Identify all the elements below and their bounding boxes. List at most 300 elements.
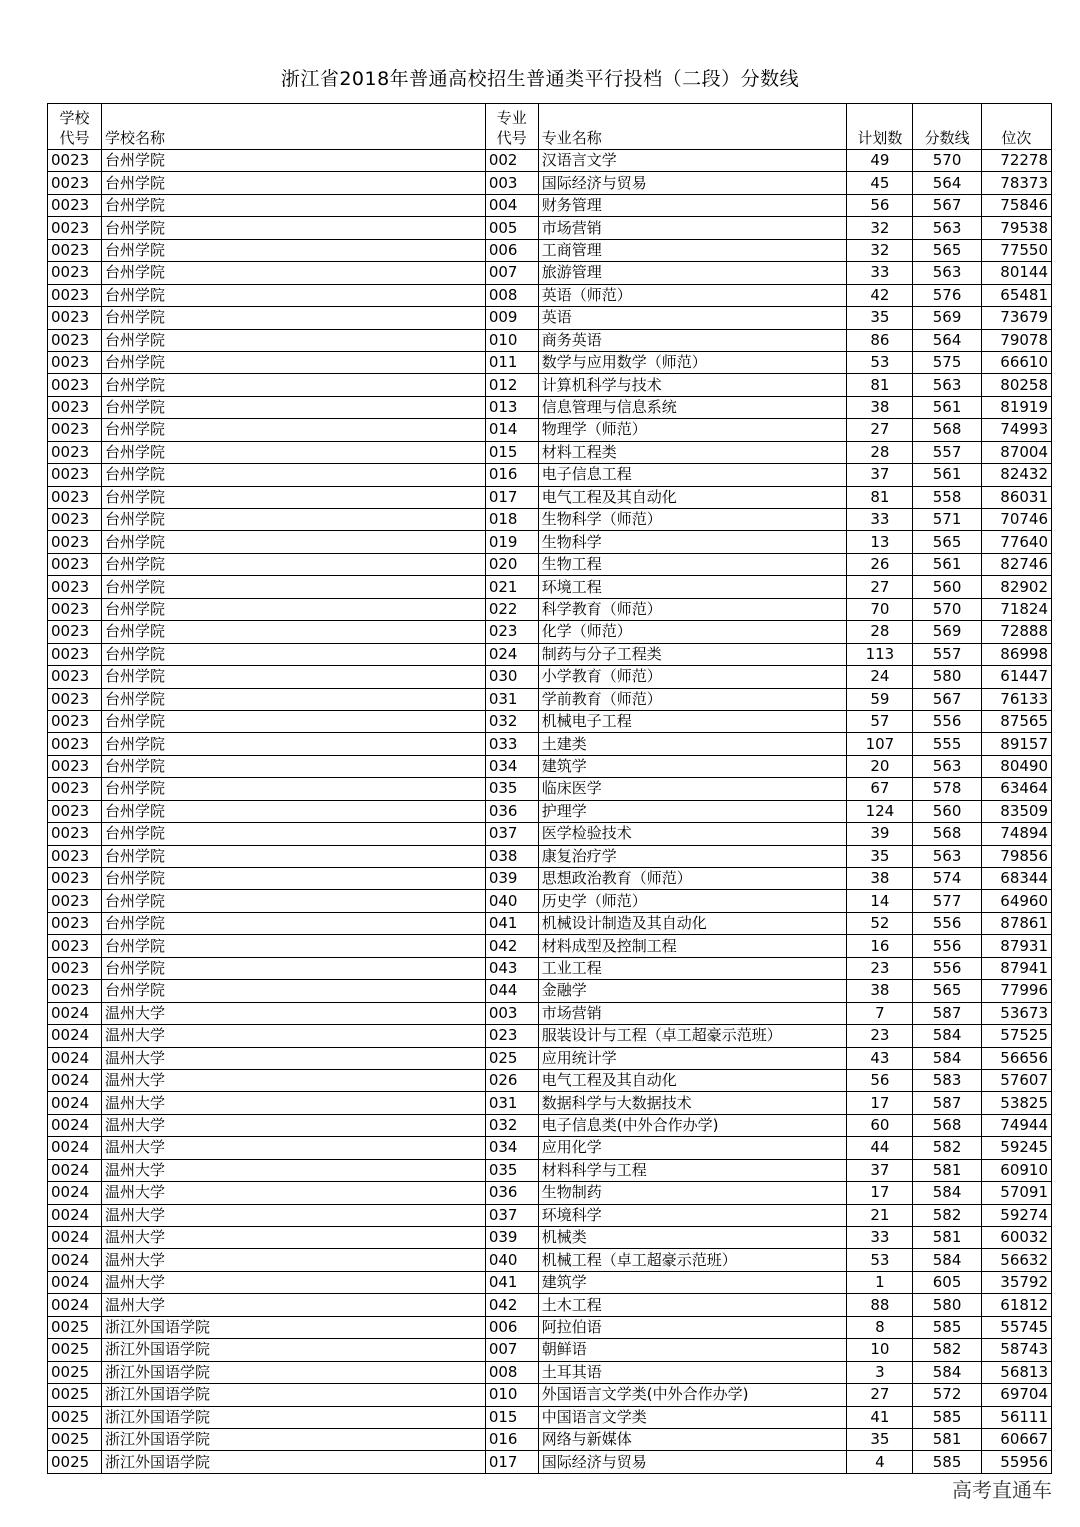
school-name-cell: 台州学院 (101, 800, 485, 822)
rank-cell: 66610 (981, 351, 1051, 373)
plan-cell: 38 (847, 396, 913, 418)
table-row (48, 262, 1052, 284)
school-code-cell: 0024 (48, 1092, 102, 1114)
plan-cell: 33 (847, 509, 913, 531)
score-cell: 563 (913, 845, 981, 867)
major-name-cell: 外国语言文学类(中外合作办学) (538, 1384, 847, 1406)
score-cell: 556 (913, 935, 981, 957)
score-cell: 584 (913, 1249, 981, 1271)
rank-cell: 59245 (981, 1137, 1051, 1159)
major-code-cell: 011 (485, 351, 538, 373)
major-name-cell: 国际经济与贸易 (538, 172, 847, 194)
table-row (48, 284, 1052, 306)
plan-cell: 17 (847, 1092, 913, 1114)
plan-cell: 35 (847, 845, 913, 867)
major-name-cell: 机械设计制造及其自动化 (538, 912, 847, 934)
major-code-cell: 017 (485, 1451, 538, 1473)
page-title: 浙江省2018年普通高校招生普通类平行投档（二段）分数线 (280, 68, 800, 90)
major-name-cell: 网络与新媒体 (538, 1428, 847, 1450)
major-code-cell: 039 (485, 1227, 538, 1249)
plan-cell: 35 (847, 1428, 913, 1450)
major-name-cell: 中国语言文学类 (538, 1406, 847, 1428)
plan-cell: 28 (847, 621, 913, 643)
major-name-cell: 生物科学 (538, 531, 847, 553)
rank-cell: 61812 (981, 1294, 1051, 1316)
school-code-cell: 0023 (48, 284, 102, 306)
rank-cell: 78373 (981, 172, 1051, 194)
rank-cell: 60667 (981, 1428, 1051, 1450)
plan-cell: 23 (847, 957, 913, 979)
table-row (48, 1159, 1052, 1181)
rank-cell: 68344 (981, 868, 1051, 890)
major-name-cell: 环境工程 (538, 576, 847, 598)
rank-cell: 83509 (981, 800, 1051, 822)
school-code-cell: 0023 (48, 441, 102, 463)
school-name-cell: 浙江外国语学院 (101, 1316, 485, 1338)
score-cell: 587 (913, 1092, 981, 1114)
major-code-cell: 036 (485, 800, 538, 822)
rank-cell: 77640 (981, 531, 1051, 553)
school-name-cell: 台州学院 (101, 868, 485, 890)
score-cell: 565 (913, 531, 981, 553)
school-name-cell: 台州学院 (101, 172, 485, 194)
major-name-cell: 土木工程 (538, 1294, 847, 1316)
school-name-cell: 台州学院 (101, 980, 485, 1002)
school-code-cell: 0023 (48, 576, 102, 598)
table-row (48, 643, 1052, 665)
plan-cell: 10 (847, 1339, 913, 1361)
plan-cell: 32 (847, 217, 913, 239)
score-cell: 563 (913, 217, 981, 239)
plan-cell: 38 (847, 980, 913, 1002)
major-name-cell: 物理学（师范） (538, 419, 847, 441)
rank-cell: 58743 (981, 1339, 1051, 1361)
school-code-cell: 0023 (48, 800, 102, 822)
major-code-cell: 041 (485, 1271, 538, 1293)
school-name-cell: 温州大学 (101, 1002, 485, 1024)
major-code-cell: 020 (485, 553, 538, 575)
plan-cell: 13 (847, 531, 913, 553)
rank-cell: 53825 (981, 1092, 1051, 1114)
major-name-cell: 护理学 (538, 800, 847, 822)
major-code-cell: 038 (485, 845, 538, 867)
school-code-cell: 0023 (48, 239, 102, 261)
table-row (48, 868, 1052, 890)
school-code-cell: 0023 (48, 509, 102, 531)
school-name-cell: 温州大学 (101, 1294, 485, 1316)
table-row (48, 307, 1052, 329)
plan-cell: 3 (847, 1361, 913, 1383)
major-name-cell: 材料工程类 (538, 441, 847, 463)
major-name-cell: 材料科学与工程 (538, 1159, 847, 1181)
rank-cell: 82746 (981, 553, 1051, 575)
major-name-cell: 英语 (538, 307, 847, 329)
school-code-cell: 0025 (48, 1384, 102, 1406)
table-row (48, 1249, 1052, 1271)
school-code-cell: 0023 (48, 419, 102, 441)
table-row (48, 150, 1052, 172)
score-cell: 585 (913, 1406, 981, 1428)
major-name-cell: 化学（师范） (538, 621, 847, 643)
major-code-cell: 004 (485, 194, 538, 216)
major-code-cell: 003 (485, 172, 538, 194)
score-cell: 580 (913, 666, 981, 688)
plan-cell: 28 (847, 441, 913, 463)
school-code-cell: 0024 (48, 1069, 102, 1091)
score-cell: 581 (913, 1428, 981, 1450)
score-cell: 569 (913, 307, 981, 329)
major-name-cell: 电子信息类(中外合作办学) (538, 1114, 847, 1136)
rank-cell: 79856 (981, 845, 1051, 867)
major-code-cell: 035 (485, 1159, 538, 1181)
school-code-cell: 0023 (48, 307, 102, 329)
rank-cell: 79078 (981, 329, 1051, 351)
table-body (48, 150, 1052, 1474)
school-code-cell: 0023 (48, 778, 102, 800)
score-cell: 557 (913, 643, 981, 665)
school-code-cell: 0023 (48, 351, 102, 373)
plan-cell: 39 (847, 823, 913, 845)
school-name-cell: 台州学院 (101, 755, 485, 777)
plan-cell: 56 (847, 194, 913, 216)
major-name-cell: 英语（师范） (538, 284, 847, 306)
school-code-cell: 0024 (48, 1249, 102, 1271)
major-name-cell: 市场营销 (538, 217, 847, 239)
rank-cell: 59274 (981, 1204, 1051, 1226)
score-cell: 565 (913, 980, 981, 1002)
school-name-cell: 台州学院 (101, 262, 485, 284)
rank-cell: 79538 (981, 217, 1051, 239)
major-code-cell: 010 (485, 329, 538, 351)
plan-cell: 27 (847, 576, 913, 598)
major-code-cell: 007 (485, 262, 538, 284)
major-name-cell: 应用统计学 (538, 1047, 847, 1069)
major-code-cell: 012 (485, 374, 538, 396)
plan-cell: 53 (847, 351, 913, 373)
major-code-cell: 033 (485, 733, 538, 755)
school-name-cell: 台州学院 (101, 239, 485, 261)
rank-cell: 56111 (981, 1406, 1051, 1428)
table-row (48, 1406, 1052, 1428)
plan-cell: 113 (847, 643, 913, 665)
major-code-cell: 026 (485, 1069, 538, 1091)
plan-cell: 43 (847, 1047, 913, 1069)
table-row (48, 1384, 1052, 1406)
rank-cell: 56656 (981, 1047, 1051, 1069)
score-cell: 582 (913, 1204, 981, 1226)
major-code-cell: 019 (485, 531, 538, 553)
plan-cell: 60 (847, 1114, 913, 1136)
rank-cell: 80144 (981, 262, 1051, 284)
major-code-cell: 016 (485, 464, 538, 486)
rank-cell: 80258 (981, 374, 1051, 396)
table-row (48, 733, 1052, 755)
plan-cell: 33 (847, 1227, 913, 1249)
table-row (48, 509, 1052, 531)
major-name-cell: 金融学 (538, 980, 847, 1002)
major-code-cell: 009 (485, 307, 538, 329)
rank-cell: 53673 (981, 1002, 1051, 1024)
major-code-cell: 006 (485, 1316, 538, 1338)
school-name-cell: 台州学院 (101, 621, 485, 643)
major-name-cell: 环境科学 (538, 1204, 847, 1226)
table-row (48, 464, 1052, 486)
table-row (48, 1182, 1052, 1204)
plan-cell: 24 (847, 666, 913, 688)
plan-cell: 33 (847, 262, 913, 284)
score-cell: 556 (913, 710, 981, 732)
major-code-cell: 042 (485, 935, 538, 957)
school-name-cell: 台州学院 (101, 194, 485, 216)
major-name-cell: 国际经济与贸易 (538, 1451, 847, 1473)
table-row (48, 980, 1052, 1002)
score-cell: 583 (913, 1069, 981, 1091)
plan-cell: 59 (847, 688, 913, 710)
plan-cell: 4 (847, 1451, 913, 1473)
score-cell: 561 (913, 553, 981, 575)
rank-cell: 87004 (981, 441, 1051, 463)
score-cell: 558 (913, 486, 981, 508)
plan-cell: 88 (847, 1294, 913, 1316)
school-code-cell: 0024 (48, 1227, 102, 1249)
rank-cell: 57525 (981, 1025, 1051, 1047)
table-row (48, 912, 1052, 934)
score-cell: 581 (913, 1159, 981, 1181)
school-name-cell: 温州大学 (101, 1114, 485, 1136)
table-row (48, 1339, 1052, 1361)
rank-cell: 77996 (981, 980, 1051, 1002)
major-code-cell: 021 (485, 576, 538, 598)
rank-cell: 74894 (981, 823, 1051, 845)
table-row (48, 666, 1052, 688)
rank-cell: 60032 (981, 1227, 1051, 1249)
plan-cell: 20 (847, 755, 913, 777)
rank-cell: 55745 (981, 1316, 1051, 1338)
school-name-cell: 浙江外国语学院 (101, 1428, 485, 1450)
major-code-cell: 032 (485, 1114, 538, 1136)
major-name-cell: 商务英语 (538, 329, 847, 351)
school-name-cell: 台州学院 (101, 643, 485, 665)
school-code-cell: 0023 (48, 150, 102, 172)
table-row (48, 688, 1052, 710)
table-row (48, 217, 1052, 239)
plan-cell: 7 (847, 1002, 913, 1024)
table-row (48, 1047, 1052, 1069)
school-code-cell: 0024 (48, 1271, 102, 1293)
school-code-cell: 0023 (48, 643, 102, 665)
school-code-cell: 0023 (48, 374, 102, 396)
major-code-cell: 040 (485, 890, 538, 912)
score-cell: 585 (913, 1316, 981, 1338)
school-name-cell: 温州大学 (101, 1159, 485, 1181)
rank-cell: 69704 (981, 1384, 1051, 1406)
school-code-cell: 0023 (48, 621, 102, 643)
major-name-cell: 医学检验技术 (538, 823, 847, 845)
score-cell: 577 (913, 890, 981, 912)
score-cell: 556 (913, 957, 981, 979)
major-code-cell: 041 (485, 912, 538, 934)
school-code-cell: 0023 (48, 710, 102, 732)
school-code-cell: 0023 (48, 262, 102, 284)
major-name-cell: 土耳其语 (538, 1361, 847, 1383)
table-row (48, 1002, 1052, 1024)
rank-cell: 87931 (981, 935, 1051, 957)
major-name-cell: 材料成型及控制工程 (538, 935, 847, 957)
major-code-cell: 039 (485, 868, 538, 890)
table-row (48, 1204, 1052, 1226)
major-code-cell: 005 (485, 217, 538, 239)
school-name-cell: 温州大学 (101, 1047, 485, 1069)
school-name-cell: 台州学院 (101, 284, 485, 306)
score-cell: 568 (913, 1114, 981, 1136)
school-code-cell: 0023 (48, 396, 102, 418)
table-row (48, 172, 1052, 194)
table-row (48, 396, 1052, 418)
major-name-cell: 工业工程 (538, 957, 847, 979)
major-code-cell: 032 (485, 710, 538, 732)
score-cell: 563 (913, 262, 981, 284)
table-row (48, 351, 1052, 373)
score-cell: 584 (913, 1361, 981, 1383)
table-row (48, 239, 1052, 261)
score-cell: 563 (913, 374, 981, 396)
school-name-cell: 温州大学 (101, 1271, 485, 1293)
score-cell: 557 (913, 441, 981, 463)
table-row (48, 1271, 1052, 1293)
major-code-cell: 037 (485, 823, 538, 845)
header-major-name: 专业名称 (538, 104, 847, 150)
table-row (48, 778, 1052, 800)
table-row (48, 1114, 1052, 1136)
rank-cell: 56813 (981, 1361, 1051, 1383)
table-row (48, 1451, 1052, 1473)
table-row (48, 1137, 1052, 1159)
school-name-cell: 浙江外国语学院 (101, 1451, 485, 1473)
school-code-cell: 0023 (48, 868, 102, 890)
rank-cell: 60910 (981, 1159, 1051, 1181)
table-row (48, 1428, 1052, 1450)
score-cell: 564 (913, 172, 981, 194)
school-name-cell: 温州大学 (101, 1025, 485, 1047)
major-code-cell: 008 (485, 1361, 538, 1383)
school-name-cell: 台州学院 (101, 307, 485, 329)
header-major-code: 专业 代号 (485, 104, 538, 150)
score-cell: 561 (913, 396, 981, 418)
table-row (48, 1294, 1052, 1316)
plan-cell: 23 (847, 1025, 913, 1047)
school-name-cell: 温州大学 (101, 1204, 485, 1226)
rank-cell: 71824 (981, 598, 1051, 620)
rank-cell: 74993 (981, 419, 1051, 441)
school-code-cell: 0023 (48, 553, 102, 575)
major-name-cell: 应用化学 (538, 1137, 847, 1159)
plan-cell: 45 (847, 172, 913, 194)
table-row (48, 1316, 1052, 1338)
school-code-cell: 0025 (48, 1428, 102, 1450)
rank-cell: 87565 (981, 710, 1051, 732)
score-cell: 569 (913, 621, 981, 643)
plan-cell: 35 (847, 307, 913, 329)
school-code-cell: 0023 (48, 733, 102, 755)
watermark: 高考直通车 (952, 1478, 1052, 1502)
school-name-cell: 台州学院 (101, 464, 485, 486)
rank-cell: 64960 (981, 890, 1051, 912)
major-code-cell: 034 (485, 1137, 538, 1159)
table-row (48, 576, 1052, 598)
school-code-cell: 0025 (48, 1361, 102, 1383)
score-cell: 568 (913, 419, 981, 441)
school-code-cell: 0025 (48, 1316, 102, 1338)
header-rank: 位次 (981, 104, 1051, 150)
header-school-name: 学校名称 (101, 104, 485, 150)
rank-cell: 57091 (981, 1182, 1051, 1204)
table-row (48, 1025, 1052, 1047)
table-row (48, 1092, 1052, 1114)
header-school-code: 学校 代号 (48, 104, 102, 150)
plan-cell: 49 (847, 150, 913, 172)
school-name-cell: 浙江外国语学院 (101, 1361, 485, 1383)
school-code-cell: 0024 (48, 1002, 102, 1024)
plan-cell: 70 (847, 598, 913, 620)
school-code-cell: 0023 (48, 464, 102, 486)
header-plan: 计划数 (847, 104, 913, 150)
major-name-cell: 信息管理与信息系统 (538, 396, 847, 418)
major-name-cell: 机械工程（卓工超豪示范班） (538, 1249, 847, 1271)
plan-cell: 37 (847, 464, 913, 486)
school-code-cell: 0024 (48, 1025, 102, 1047)
table-row (48, 441, 1052, 463)
score-cell: 580 (913, 1294, 981, 1316)
plan-cell: 81 (847, 486, 913, 508)
score-cell: 582 (913, 1339, 981, 1361)
school-code-cell: 0023 (48, 980, 102, 1002)
plan-cell: 14 (847, 890, 913, 912)
school-name-cell: 台州学院 (101, 598, 485, 620)
major-code-cell: 018 (485, 509, 538, 531)
table-row (48, 800, 1052, 822)
school-code-cell: 0023 (48, 194, 102, 216)
school-name-cell: 台州学院 (101, 576, 485, 598)
major-name-cell: 建筑学 (538, 1271, 847, 1293)
score-cell: 582 (913, 1137, 981, 1159)
school-name-cell: 台州学院 (101, 374, 485, 396)
rank-cell: 65481 (981, 284, 1051, 306)
rank-cell: 82902 (981, 576, 1051, 598)
score-cell: 567 (913, 194, 981, 216)
major-code-cell: 034 (485, 755, 538, 777)
school-code-cell: 0023 (48, 755, 102, 777)
school-code-cell: 0024 (48, 1182, 102, 1204)
school-code-cell: 0023 (48, 935, 102, 957)
school-name-cell: 浙江外国语学院 (101, 1406, 485, 1428)
score-cell: 581 (913, 1227, 981, 1249)
rank-cell: 73679 (981, 307, 1051, 329)
score-table (47, 103, 1052, 1474)
major-code-cell: 031 (485, 688, 538, 710)
major-code-cell: 030 (485, 666, 538, 688)
score-cell: 605 (913, 1271, 981, 1293)
major-name-cell: 旅游管理 (538, 262, 847, 284)
major-code-cell: 016 (485, 1428, 538, 1450)
plan-cell: 41 (847, 1406, 913, 1428)
score-cell: 560 (913, 576, 981, 598)
school-code-cell: 0023 (48, 531, 102, 553)
header-score: 分数线 (913, 104, 981, 150)
major-name-cell: 财务管理 (538, 194, 847, 216)
rank-cell: 74944 (981, 1114, 1051, 1136)
score-cell: 570 (913, 150, 981, 172)
school-name-cell: 台州学院 (101, 778, 485, 800)
